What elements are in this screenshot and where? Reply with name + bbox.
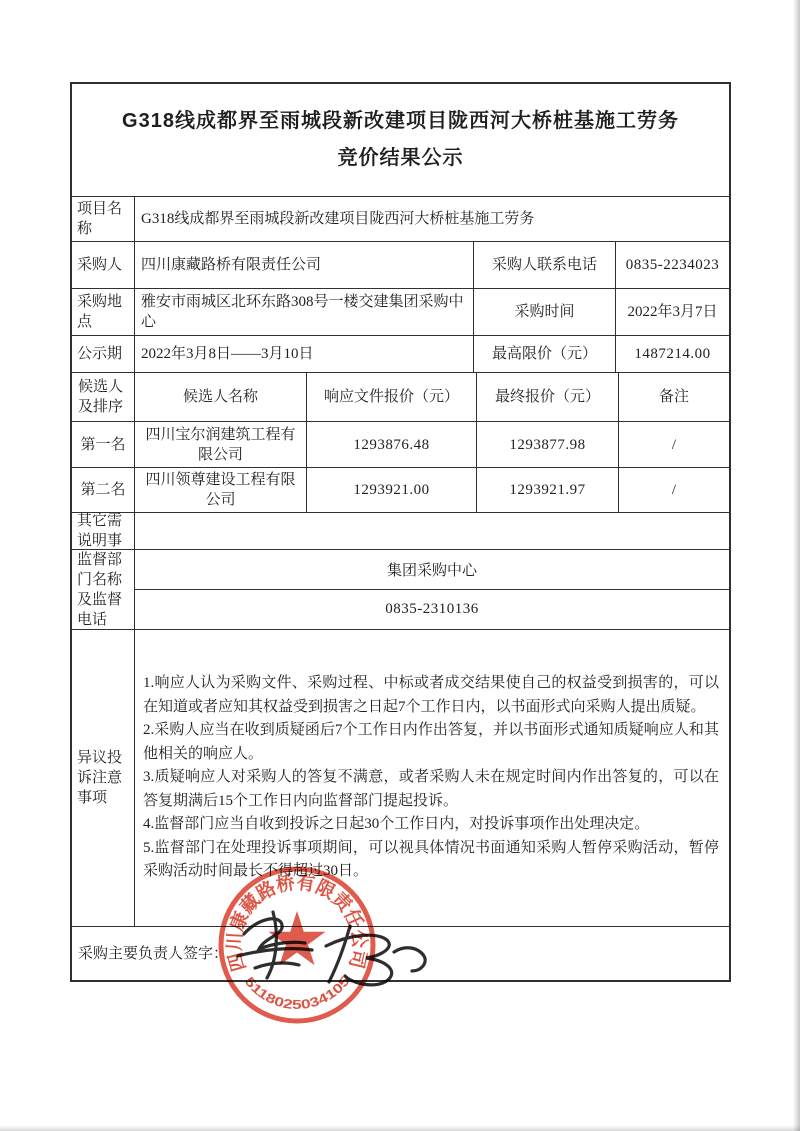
- publicity-period-row: [72, 336, 729, 373]
- title-line-1: G318线成都界至雨城段新改建项目陇西河大桥桩基施工劳务: [122, 110, 679, 132]
- objection-item: 5.监督部门在处理投诉事项期间，可以视具体情况书面通知采购人暂停采购活动，暂停采购活动时间最长不得超过30日。: [143, 839, 719, 880]
- candidates-header-row: [72, 373, 729, 422]
- candidate-final-price: 1293877.98: [477, 422, 619, 467]
- candidates-rank-header: 候选人及排序: [72, 373, 135, 421]
- table-row: [72, 422, 729, 468]
- objection-label: 异议投诉注意事项: [72, 630, 135, 926]
- objection-item: 1.响应人认为采购文件、采购过程、中标或者成交结果使自己的权益受到损害的，可以在知道或者应知其权益受到损害之日起7个工作日内，以书面形式向采购人提出质疑。: [143, 675, 719, 715]
- table-row: [72, 468, 729, 513]
- handwritten-signature: [228, 898, 463, 1003]
- candidate-doc-price: 1293876.48: [307, 422, 477, 467]
- max-price-value: 1487214.00: [634, 346, 711, 362]
- scan-edge-shadow-bottom: [0, 1125, 800, 1131]
- purchase-time-value: 2022年3月7日: [627, 304, 718, 320]
- publicity-period-value: 2022年3月8日——3月10日: [135, 336, 474, 372]
- purchaser-label: 采购人: [72, 242, 135, 288]
- supervision-row: [72, 550, 729, 630]
- objection-item: 4.监督部门应当自收到投诉之日起30个工作日内，对投诉事项作出处理决定。: [143, 816, 650, 833]
- candidates-doc-price-header: 响应文件报价（元）: [307, 373, 477, 421]
- other-notes-value: [135, 513, 729, 549]
- objection-item: 3.质疑响应人对采购人的答复不满意，或者采购人未在规定时间内作出答复的，可以在答复期满后15个工作日内向监督部门提起投诉。: [143, 769, 719, 809]
- project-name-value: G318线成都界至雨城段新改建项目陇西河大桥桩基施工劳务: [141, 211, 535, 227]
- supervision-phone: 0835-2310136: [385, 600, 479, 617]
- purchaser-row: [72, 242, 729, 289]
- candidate-remark: /: [671, 436, 677, 453]
- purchase-time-label: 采购时间: [474, 289, 616, 335]
- location-label: 采购地点: [72, 289, 135, 335]
- supervision-label: 监督部门名称及监督电话: [72, 550, 135, 629]
- candidate-name: 四川宝尔润建筑工程有限公司: [135, 422, 307, 467]
- other-notes-label: 其它需说明事: [72, 513, 135, 549]
- publicity-period-label: 公示期: [72, 336, 135, 372]
- signature-label: 采购主要负责人签字：: [78, 945, 229, 962]
- candidate-final-price: 1293921.97: [477, 468, 619, 512]
- purchaser-phone-label: 采购人联系电话: [474, 242, 616, 288]
- candidates-name-header: 候选人名称: [135, 373, 307, 421]
- location-value: 雅安市雨城区北环东路308号一楼交建集团采购中心: [135, 289, 474, 335]
- project-name-label: 项目名称: [72, 197, 135, 241]
- candidates-final-price-header: 最终报价（元）: [477, 373, 619, 421]
- supervision-department: 集团采购中心: [135, 550, 729, 590]
- supervision-values: [135, 550, 729, 629]
- scan-edge-shadow-right: [793, 0, 800, 1131]
- seal-serial-number: 5118025034105: [241, 973, 352, 1012]
- candidate-rank: 第一名: [72, 422, 135, 467]
- candidate-doc-price: 1293921.00: [307, 468, 477, 512]
- seal-company-name: 四川康藏路桥有限责任公司: [224, 872, 370, 974]
- title-line-2: 竞价结果公示: [337, 147, 464, 169]
- project-name-row: [72, 197, 729, 242]
- max-price-label: 最高限价（元）: [474, 336, 616, 372]
- candidates-remark-header: 备注: [658, 389, 689, 405]
- candidate-name: 四川领尊建设工程有限公司: [135, 468, 307, 512]
- location-row: [72, 289, 729, 336]
- candidate-rank: 第二名: [72, 468, 135, 512]
- objection-item: 2.采购人应当在收到质疑函后7个工作日内作出答复，并以书面形式通知质疑响应人和其他相关的响应人。: [143, 722, 719, 762]
- candidate-remark: /: [671, 482, 677, 498]
- other-notes-row: [72, 513, 729, 550]
- document-title: [72, 84, 729, 197]
- purchaser-value: 四川康藏路桥有限责任公司: [135, 242, 474, 288]
- purchaser-phone-value: 0835-2234023: [625, 257, 720, 273]
